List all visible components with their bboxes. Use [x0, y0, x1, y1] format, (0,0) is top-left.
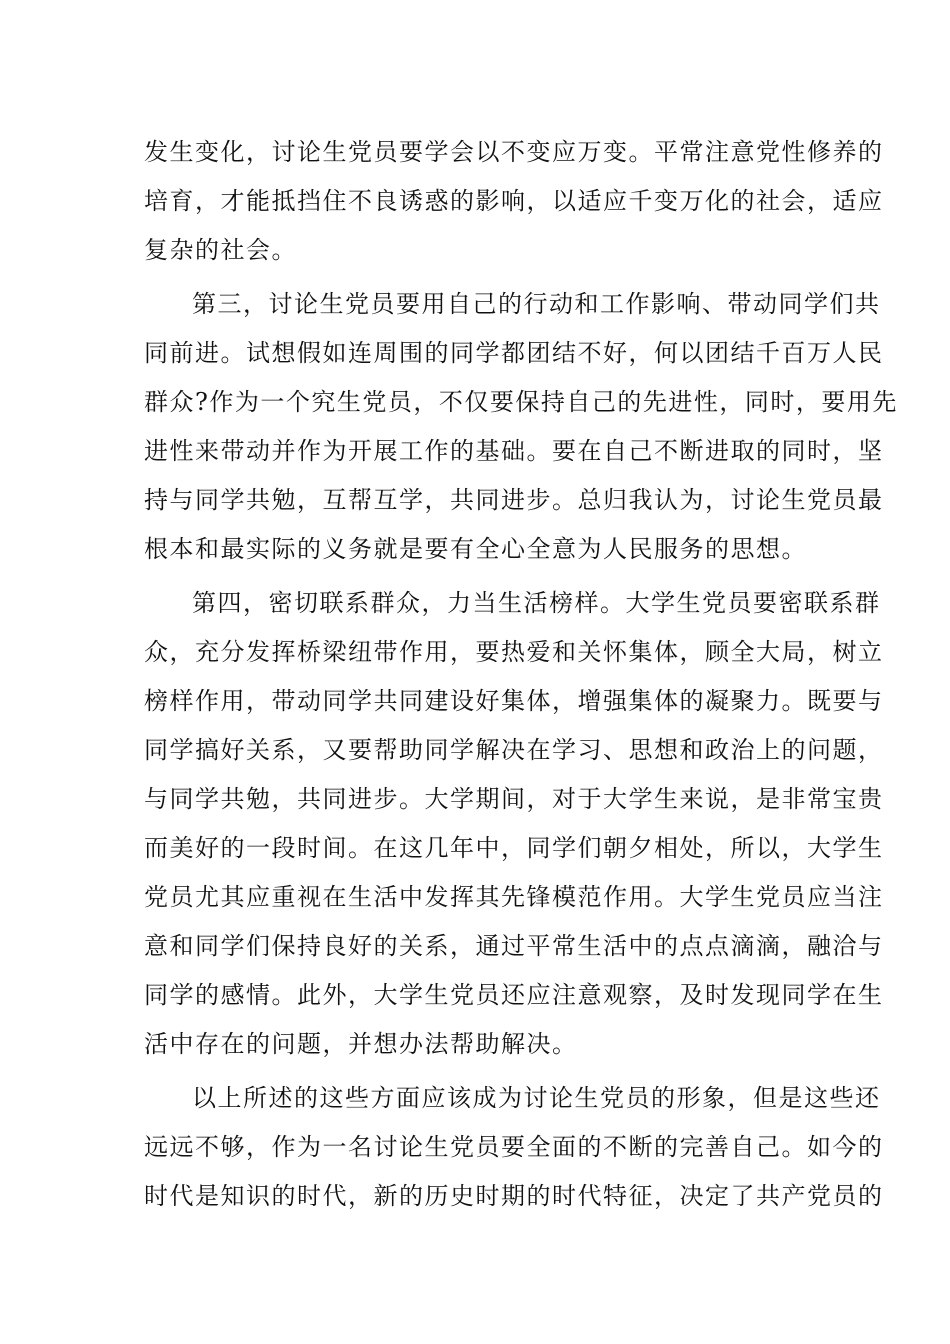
paragraph-2 [144, 280, 898, 574]
text-line: 活中存在的问题，并想办法帮助解决。 [144, 1030, 578, 1058]
text-line: 同前进。试想假如连周围的同学都团结不好，何以团结千百万人民 [144, 339, 884, 367]
text-line: 众，充分发挥桥梁纽带作用，要热爱和关怀集体，顾全大局，树立 [144, 638, 884, 666]
text-line: 远远不够，作为一名讨论生党员要全面的不断的完善自己。如今的 [144, 1133, 884, 1161]
text-line: 发生变化，讨论生党员要学会以不变应万变。平常注意党性修养的 [144, 138, 884, 166]
text-line: 进性来带动并作为开展工作的基础。要在自己不断进取的同时，坚 [144, 437, 884, 465]
text-line: 持与同学共勉，互帮互学，共同进步。总归我认为，讨论生党员最 [144, 486, 884, 514]
text-line: 复杂的社会。 [144, 236, 297, 264]
text-line: 以上所述的这些方面应该成为讨论生党员的形象，但是这些还 [192, 1084, 881, 1112]
paragraph-3 [144, 579, 884, 1069]
text-line: 党员尤其应重视在生活中发挥其先锋模范作用。大学生党员应当注 [144, 883, 884, 911]
text-line: 第四，密切联系群众，力当生活榜样。大学生党员要密联系群 [192, 589, 881, 617]
text-line: 第三，讨论生党员要用自己的行动和工作影响、带动同学们共 [192, 290, 881, 318]
text-line: 根本和最实际的义务就是要有全心全意为人民服务的思想。 [144, 535, 807, 563]
text-line: 培育，才能抵挡住不良诱惑的影响，以适应千变万化的社会，适应 [144, 187, 884, 215]
paragraph-1 [144, 128, 884, 275]
text-line: 而美好的一段时间。在这几年中，同学们朝夕相处，所以，大学生 [144, 834, 884, 862]
text-line: 群众?作为一个究生党员，不仅要保持自己的先进性，同时，要用先 [144, 388, 898, 416]
text-line: 同学的感情。此外，大学生党员还应注意观察，及时发现同学在生 [144, 981, 884, 1009]
document-page [144, 128, 898, 1221]
text-line: 与同学共勉，共同进步。大学期间，对于大学生来说，是非常宝贵 [144, 785, 884, 813]
text-line: 榜样作用，带动同学共同建设好集体，增强集体的凝聚力。既要与 [144, 687, 884, 715]
paragraph-4 [144, 1074, 884, 1221]
text-line: 时代是知识的时代，新的历史时期的时代特征，决定了共产党员的 [144, 1182, 884, 1210]
text-line: 同学搞好关系，又要帮助同学解决在学习、思想和政治上的问题， [144, 736, 884, 764]
text-line: 意和同学们保持良好的关系，通过平常生活中的点点滴滴，融洽与 [144, 932, 884, 960]
